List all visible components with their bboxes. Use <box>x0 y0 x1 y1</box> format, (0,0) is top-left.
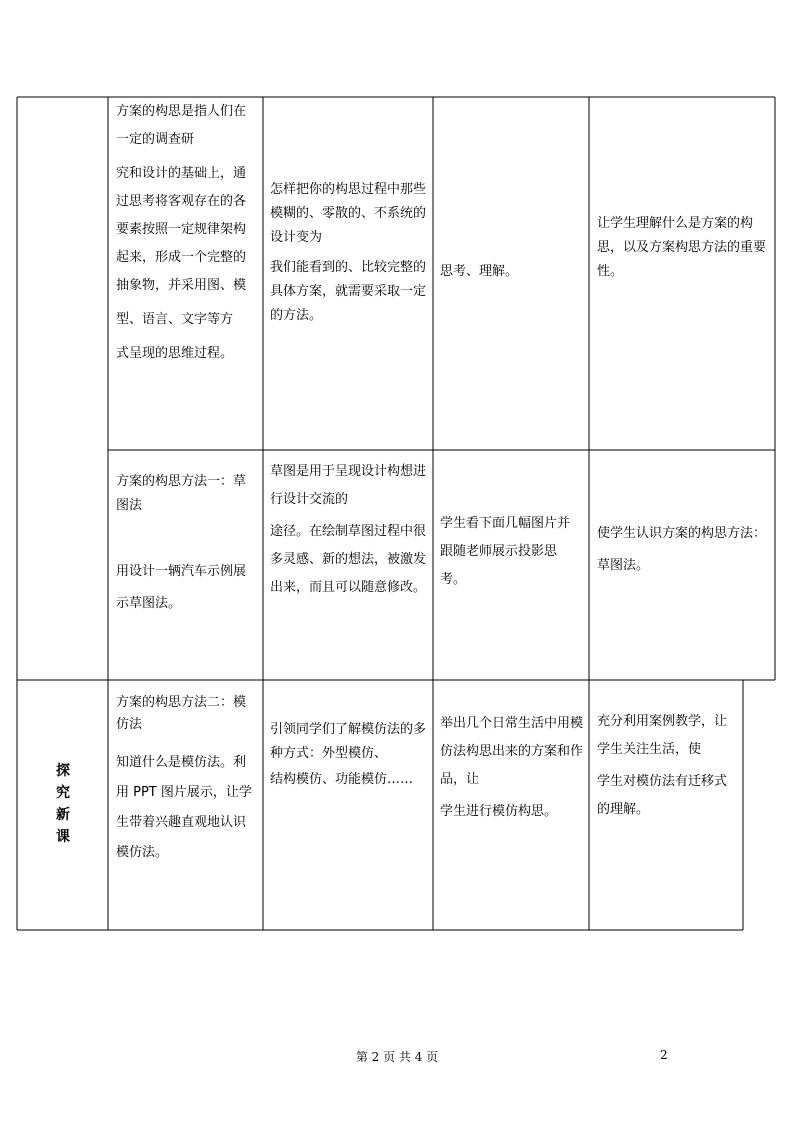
row2-content-cell <box>116 470 258 620</box>
row1-content-line: 型、语言、文字等方 <box>116 312 234 327</box>
row2-content-line: 方案的构思方法一：草图法 <box>116 474 247 513</box>
row3-teacher-line: 结构模仿、功能模仿…… <box>270 772 414 787</box>
section-label <box>40 760 86 848</box>
section-label-char: 究 <box>56 785 70 801</box>
row1-teacher-line: 怎样把你的构思过程中那些模糊的、零散的、不系统的设计变为 <box>270 182 427 245</box>
page-footer-text: 第 2 页 共 4 页 <box>355 1050 439 1064</box>
row2-student-cell <box>440 510 580 594</box>
row2-content-line: 用设计一辆汽车示例展示草图法。 <box>116 564 247 611</box>
row3-intent-cell <box>597 708 739 824</box>
row2-intent-cell <box>597 518 769 582</box>
row1-content-line: 方案的构思是指人们在一定的调查研 <box>116 104 247 147</box>
section-label-char: 课 <box>56 829 70 845</box>
row1-teacher-line: 我们能看到的、比较完整的具体方案，就需要采取一定的方法。 <box>270 260 427 323</box>
row1-intent-cell <box>597 212 769 284</box>
row1-teacher-cell <box>270 178 428 328</box>
row3-content-cell <box>116 692 258 868</box>
row3-student-line: 举出几个日常生活中用模仿法构思出来的方案和作品，让 <box>440 716 584 787</box>
row2-teacher-line: 草图是用于呈现设计构想进行设计交流的 <box>270 464 427 507</box>
row3-student-cell <box>440 710 585 826</box>
row1-student-line: 思考、理解。 <box>440 264 519 279</box>
row1-content-line: 式呈现的思维过程。 <box>116 346 234 361</box>
row1-content-cell <box>116 98 258 368</box>
row2-student-line: 学生看下面几幅图片并跟随老师展示投影思考。 <box>440 516 571 587</box>
row2-intent-line: 使学生认识方案的构思方法：草图法。 <box>597 526 767 573</box>
row1-student-cell <box>440 262 585 282</box>
row2-teacher-cell <box>270 458 428 602</box>
row3-intent-line: 学生对模仿法有迁移式的理解。 <box>597 774 728 817</box>
page-number: 2 <box>660 1048 668 1062</box>
row3-teacher-cell <box>270 718 428 792</box>
row2-teacher-line: 途径。在绘制草图过程中很多灵感、新的想法，被激发出来，而且可以随意修改。 <box>270 524 427 595</box>
row3-content-line: 方案的构思方法二：模仿法 <box>116 695 247 732</box>
section-label-char: 新 <box>56 807 70 823</box>
row3-teacher-line: 引领同学们了解模仿法的多种方式：外型模仿、 <box>270 722 427 761</box>
row3-intent-line: 充分利用案例教学，让学生关注生活，使 <box>597 714 728 757</box>
section-label-char: 探 <box>56 763 70 779</box>
row1-intent-line: 让学生理解什么是方案的构思，以及方案构思方法的重要性。 <box>597 216 767 279</box>
row3-content-line: 知道什么是模仿法。利用 PPT 图片展示，让学生带着兴趣直观地认识模仿法。 <box>116 755 252 860</box>
row3-student-line: 学生进行模仿构思。 <box>440 804 558 819</box>
row1-content-line: 究和设计的基础上，通过思考将客观存在的各要素按照一定规律架构起来，形成一个完整的抽象物，并采用图、模 <box>116 166 247 293</box>
